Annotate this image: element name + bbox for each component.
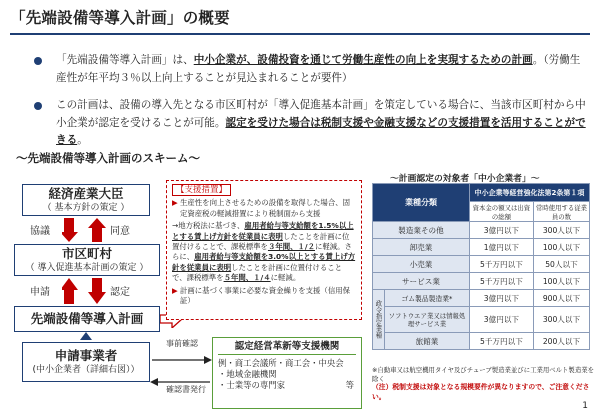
down-arrow-icon [88, 278, 106, 304]
left-arrow-icon [150, 378, 158, 386]
up-arrow-icon [88, 218, 106, 242]
triangle-bullet-icon: ▶ [172, 198, 178, 208]
approve-label: 認定 [110, 287, 130, 298]
table-footnote: ※自動車又は航空機用タイヤ及びチューブ製造業並びに工業用ベルト製造業を除く [372, 366, 594, 383]
meti-subtitle: （ 基本方針の策定 ） [42, 203, 130, 213]
confirm-issue-label: 確認書発行 [166, 385, 206, 394]
table-row: 旅館業 5千万円以下 200人以下 [373, 333, 590, 350]
apply-label: 申請 [30, 287, 50, 298]
table-row: 製造業その他 3億円以下 300人以下 [373, 222, 590, 239]
header-main: 中小企業等経営強化法第2条第１項 [469, 184, 589, 202]
table-row: ソフトウエア業又は情報処理サービス業 3億円以下 300人以下 [373, 307, 590, 333]
title-underline [10, 33, 590, 35]
bullet-item: 「先端設備等導入計画」は、中小企業が、設備投資を通じて労働生産性の向上を実現するための計画。（労働生産性が年平均３％以上向上することが見込まれることが要件） [34, 52, 586, 87]
down-arrow-icon [62, 218, 78, 242]
table-row: サービス業 5千万円以下 100人以下 [373, 273, 590, 290]
bullet-dot-icon [34, 102, 42, 110]
support-org-heading: 認定経営革新等支援機関 [218, 341, 356, 355]
apply-approve-arrows [62, 278, 112, 304]
city-subtitle: （ 導入促進基本計画の策定 ） [25, 263, 149, 273]
pre-confirm-label: 事前確認 [166, 339, 198, 348]
table-note-red: （注）税制支援は対象となる規模要件が異なりますので、ご注意ください。 [372, 383, 590, 401]
header-industry: 業種分類 [373, 184, 470, 222]
plan-applicant-connector [80, 332, 92, 344]
support-org-line: ・士業等の専門家 等 [218, 380, 354, 390]
meti-box [22, 184, 150, 216]
consult-label: 協議 [30, 226, 50, 237]
applicant-title: 申請事業者 [54, 348, 118, 363]
right-arrow-icon [204, 356, 212, 364]
agree-label: 同意 [110, 226, 130, 237]
city-box [14, 244, 160, 276]
city-title: 市区町村 [61, 246, 112, 261]
bullet-dot-icon [34, 57, 42, 65]
up-arrow-icon [80, 332, 92, 340]
table-row: 卸売業 1億円以下 100人以下 [373, 239, 590, 256]
consult-agree-arrows [62, 218, 112, 242]
support-measures-box [166, 180, 362, 320]
table-row: 政令指定業種 ゴム製品製造業* 3億円以下 900人以下 [373, 290, 590, 307]
support-org-line: ・地域金融機関 [218, 369, 277, 379]
support-measures-heading: 【支援措置】 [172, 184, 231, 196]
triangle-bullet-icon: ▶ [172, 285, 178, 295]
support-item-tax-detail: →地方税法に基づき、雇用者給与等支給額を1.5%以上とする賃上げ方針を従業員に表明したことを計画に位置付けることで、課税標準を３年間、１/２に軽減。さらに、雇用者給与等支給額を3.0%以上とする賃上げ方針を従業員に表明したことを計画に位置付けることで、課税標準を５年間、１/４に軽減。 [172, 221, 356, 283]
header-employees: 常時使用する従業員の数 [533, 202, 589, 222]
header-capital: 資本金の額又は出資の総額 [469, 202, 533, 222]
applicant-subtitle: (中小企業者（詳細右図）） [32, 365, 140, 375]
meti-title: 経済産業大臣 [48, 186, 124, 201]
plan-title: 先端設備等導入計画 [30, 311, 144, 326]
support-org-box [212, 337, 362, 409]
plan-box [14, 306, 160, 332]
target-table-title: ～計画認定の対象者「中小企業者」～ [390, 174, 540, 184]
page-number: 1 [582, 401, 588, 411]
gov-label: 政令指定業種 [373, 290, 385, 350]
target-table [372, 183, 590, 350]
support-item-tax: ▶ 生産性を向上させるための設備を取得した場合、固定資産税の軽減措置により税制面から支援 [172, 198, 350, 218]
table-row: 小売業 5千万円以下 50人以下 [373, 256, 590, 273]
support-org-etc: 等 [345, 380, 354, 390]
summary-bullets [34, 52, 586, 160]
up-arrow-icon [62, 278, 78, 304]
applicant-box [22, 342, 150, 382]
support-org-line: 例・商工会議所・商工会・中央会 [218, 358, 344, 368]
scheme-title: ～先端設備等導入計画のスキーム～ [16, 151, 200, 165]
bullet-item: この計画は、設備の導入先となる市区町村が「導入促進基本計画」を策定している場合に、当該市区町村から中小企業が認定を受けることが可能。認定を受けた場合は税制支援や金融支援などの支援措置を活用することができる。 [34, 97, 586, 150]
support-item-finance: ▶ 計画に基づく事業に必要な資金繰りを支援（信用保証） [172, 285, 350, 306]
page-title: 「先端設備等導入計画」の概要 [10, 9, 230, 27]
